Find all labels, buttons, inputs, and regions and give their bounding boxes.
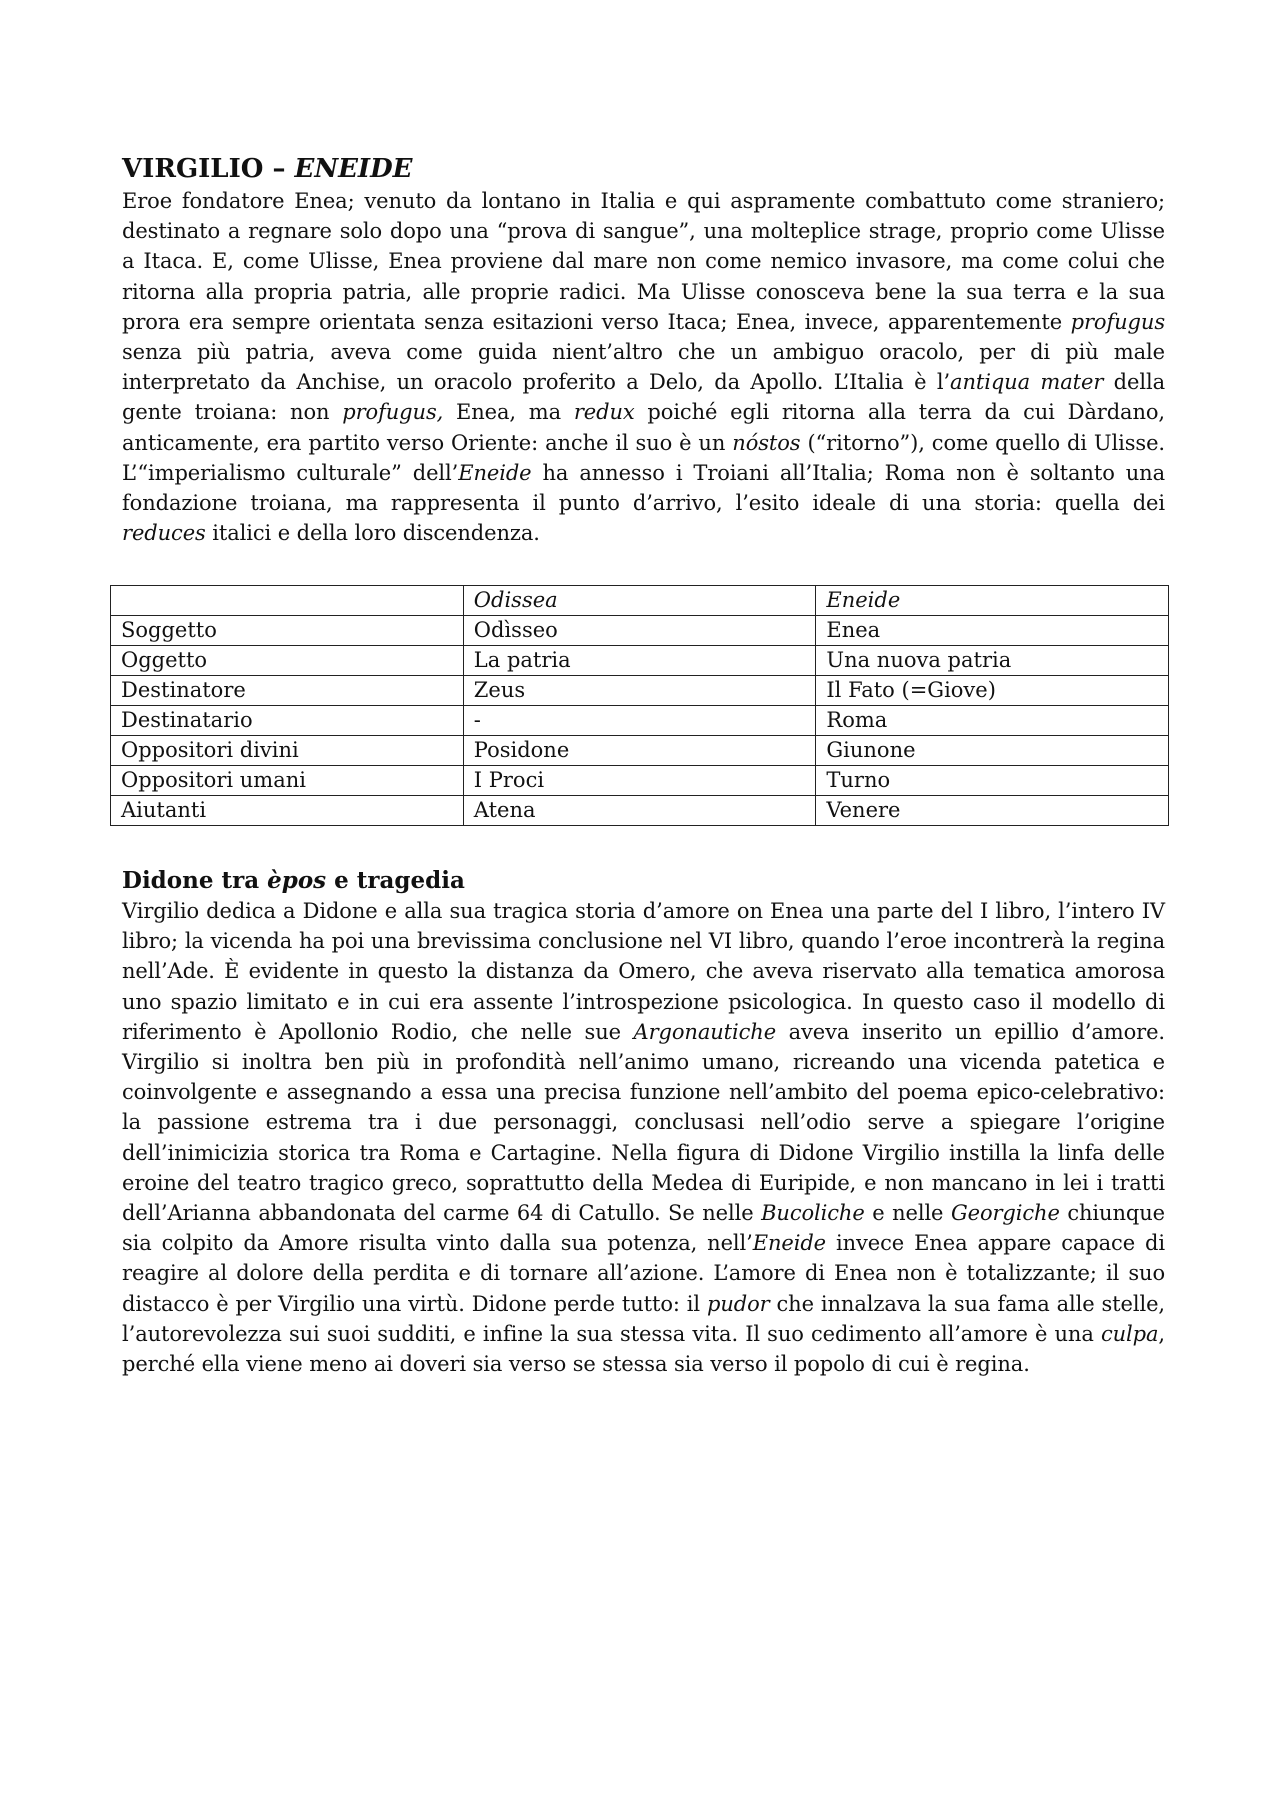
didone-paragraph [122,896,1165,1379]
table-row [111,736,1169,766]
table-cell: Destinatario [111,706,464,736]
section-eneide [122,152,1165,548]
section-didone [122,866,1165,1379]
section-title [122,152,1165,186]
text-run: Eroe fondatore Enea; venuto da lontano in Italia e qui aspramente combattuto come straniero; destinato a regnare solo dopo una “prova di sangue”, una molteplice strage, proprio come Ulisse a Itaca. E, come Ulisse, Enea proviene dal mare non come nemico invasore, ma come colui che ritorna alla propria patria, alle proprie radici. Ma Ulisse conosceva bene la sua terra e la sua prora era sempre orientata senza esitazioni verso Itaca; Enea, invece, apparentemente [122,189,1165,334]
comparison-table [110,585,1169,826]
text-run: Virgilio dedica a Didone e alla sua tragica storia d’amore on Enea una parte del I libro, l’intero IV libro; la vicenda ha poi una brevissima conclusione nel VI libro, quando l’eroe incontrerà la regina nell’Ade. È evidente in questo la distanza da Omero, che aveva riservato alla tematica amorosa uno spazio limitato e in cui era assente l’introspezione psicologica. In questo caso il modello di riferimento è Apollonio Rodio, che nelle sue [122,899,1165,1044]
table-row [111,766,1169,796]
italic-term: Argonautiche [633,1019,777,1044]
text-run: Enea, ma [443,400,574,425]
text-run: invece Enea appare capace di reagire al dolore della perdita e di tornare all’azione. L’amore di Enea non è totalizzante; il suo distacco è per Virgilio una virtù. Didone perde tutto: il [122,1231,1165,1316]
table-cell: Oppositori divini [111,736,464,766]
table-cell: Il Fato (=Giove) [816,676,1169,706]
italic-term: redux [573,400,635,425]
italic-term: profugus, [342,400,444,425]
table-cell: - [463,706,816,736]
table-cell: Oggetto [111,646,464,676]
text-run: poiché egli ritorna alla terra da cui Dàrdano, anticamente, era partito verso Oriente: anche il suo è un [122,400,1166,455]
table-cell: Una nuova patria [816,646,1169,676]
table-header-cell [111,586,464,616]
table-row [111,646,1169,676]
text-run: che innalzava la sua fama alle stelle, l’autorevolezza sui suoi sudditi, e infine la sua stessa vita. Il suo cedimento all’amore è una [122,1291,1165,1346]
table-row [111,676,1169,706]
table-cell: La patria [463,646,816,676]
intro-paragraph [122,186,1165,548]
text-run: chiunque sia colpito da Amore risulta vinto dalla sua potenza, nell’ [122,1201,1165,1256]
subtitle-part-a: Didone tra [122,867,268,894]
table-row [111,796,1169,826]
table-cell: Soggetto [111,616,464,646]
italic-term: pudor [706,1291,770,1316]
text-run: , perché ella viene meno ai doveri sia verso se stessa sia verso il popolo di cui è regina. [122,1321,1165,1377]
subtitle-italic: èpos [267,867,327,894]
italic-term: Eneide [752,1231,827,1256]
table-row [111,706,1169,736]
table-cell: Zeus [463,676,816,706]
italic-term: nóstos [732,430,801,455]
italic-term: reduces [122,521,206,546]
text-run: italici e della loro discendenza. [205,521,540,546]
italic-term: Eneide [458,460,532,485]
text-run: (“ritorno”), come quello di Ulisse. L’“imperialismo culturale” dell’ [122,430,1165,485]
table-cell: Atena [463,796,816,826]
table-cell: Odìsseo [463,616,816,646]
italic-term: profugus [1070,309,1165,334]
text-run: e nelle [864,1201,951,1226]
title-italic: ENEIDE [294,154,413,184]
table-cell: Destinatore [111,676,464,706]
italic-term: Bucoliche [761,1201,865,1226]
text-run: della gente troiana: non [122,370,1165,425]
title-plain: VIRGILIO – [122,154,295,184]
text-run: senza più patria, aveva come guida nient’altro che un ambiguo oracolo, per di più male interpretato da Anchise, un oracolo proferito a Delo, da Apollo. L’Italia è l’ [122,340,1165,395]
table-cell: Enea [816,616,1169,646]
italic-term: antiqua mater [950,370,1104,395]
text-run: aveva inserito un epillio d’amore. Virgilio si inoltra ben più in profondità nell’animo umano, ricreando una vicenda patetica e coinvolgente e assegnando a essa una precisa funzione nell’ambito del poema epico-celebrativo: la passione estrema tra i due personaggi, conclusasi nell’odio serve a spiegare l’origine dell’inimicizia storica tra Roma e Cartagine. Nella figura di Didone Virgilio instilla la linfa delle eroine del teatro tragico greco, soprattutto della Medea di Euripide, e non mancano in lei i tratti dell’Arianna abbandonata del carme 64 di Catullo. Se nelle [122,1019,1165,1226]
table-cell: Oppositori umani [111,766,464,796]
table-cell: Posidone [463,736,816,766]
table-header-cell: Eneide [816,586,1169,616]
table-cell: I Proci [463,766,816,796]
table-header-row [111,586,1169,616]
italic-term: culpa [1100,1321,1159,1346]
table-cell: Turno [816,766,1169,796]
table-cell: Roma [816,706,1169,736]
subtitle-part-b: e tragedia [326,867,465,894]
table-cell: Aiutanti [111,796,464,826]
table-cell: Giunone [816,736,1169,766]
table-header-cell: Odissea [463,586,816,616]
table-row [111,616,1169,646]
table-cell: Venere [816,796,1169,826]
italic-term: Georgiche [950,1201,1060,1226]
text-run: ha annesso i Troiani all’Italia; Roma non è soltanto una fondazione troiana, ma rappresenta il punto d’arrivo, l’esito ideale di una storia: quella dei [122,460,1165,516]
section-subtitle [122,866,1165,896]
